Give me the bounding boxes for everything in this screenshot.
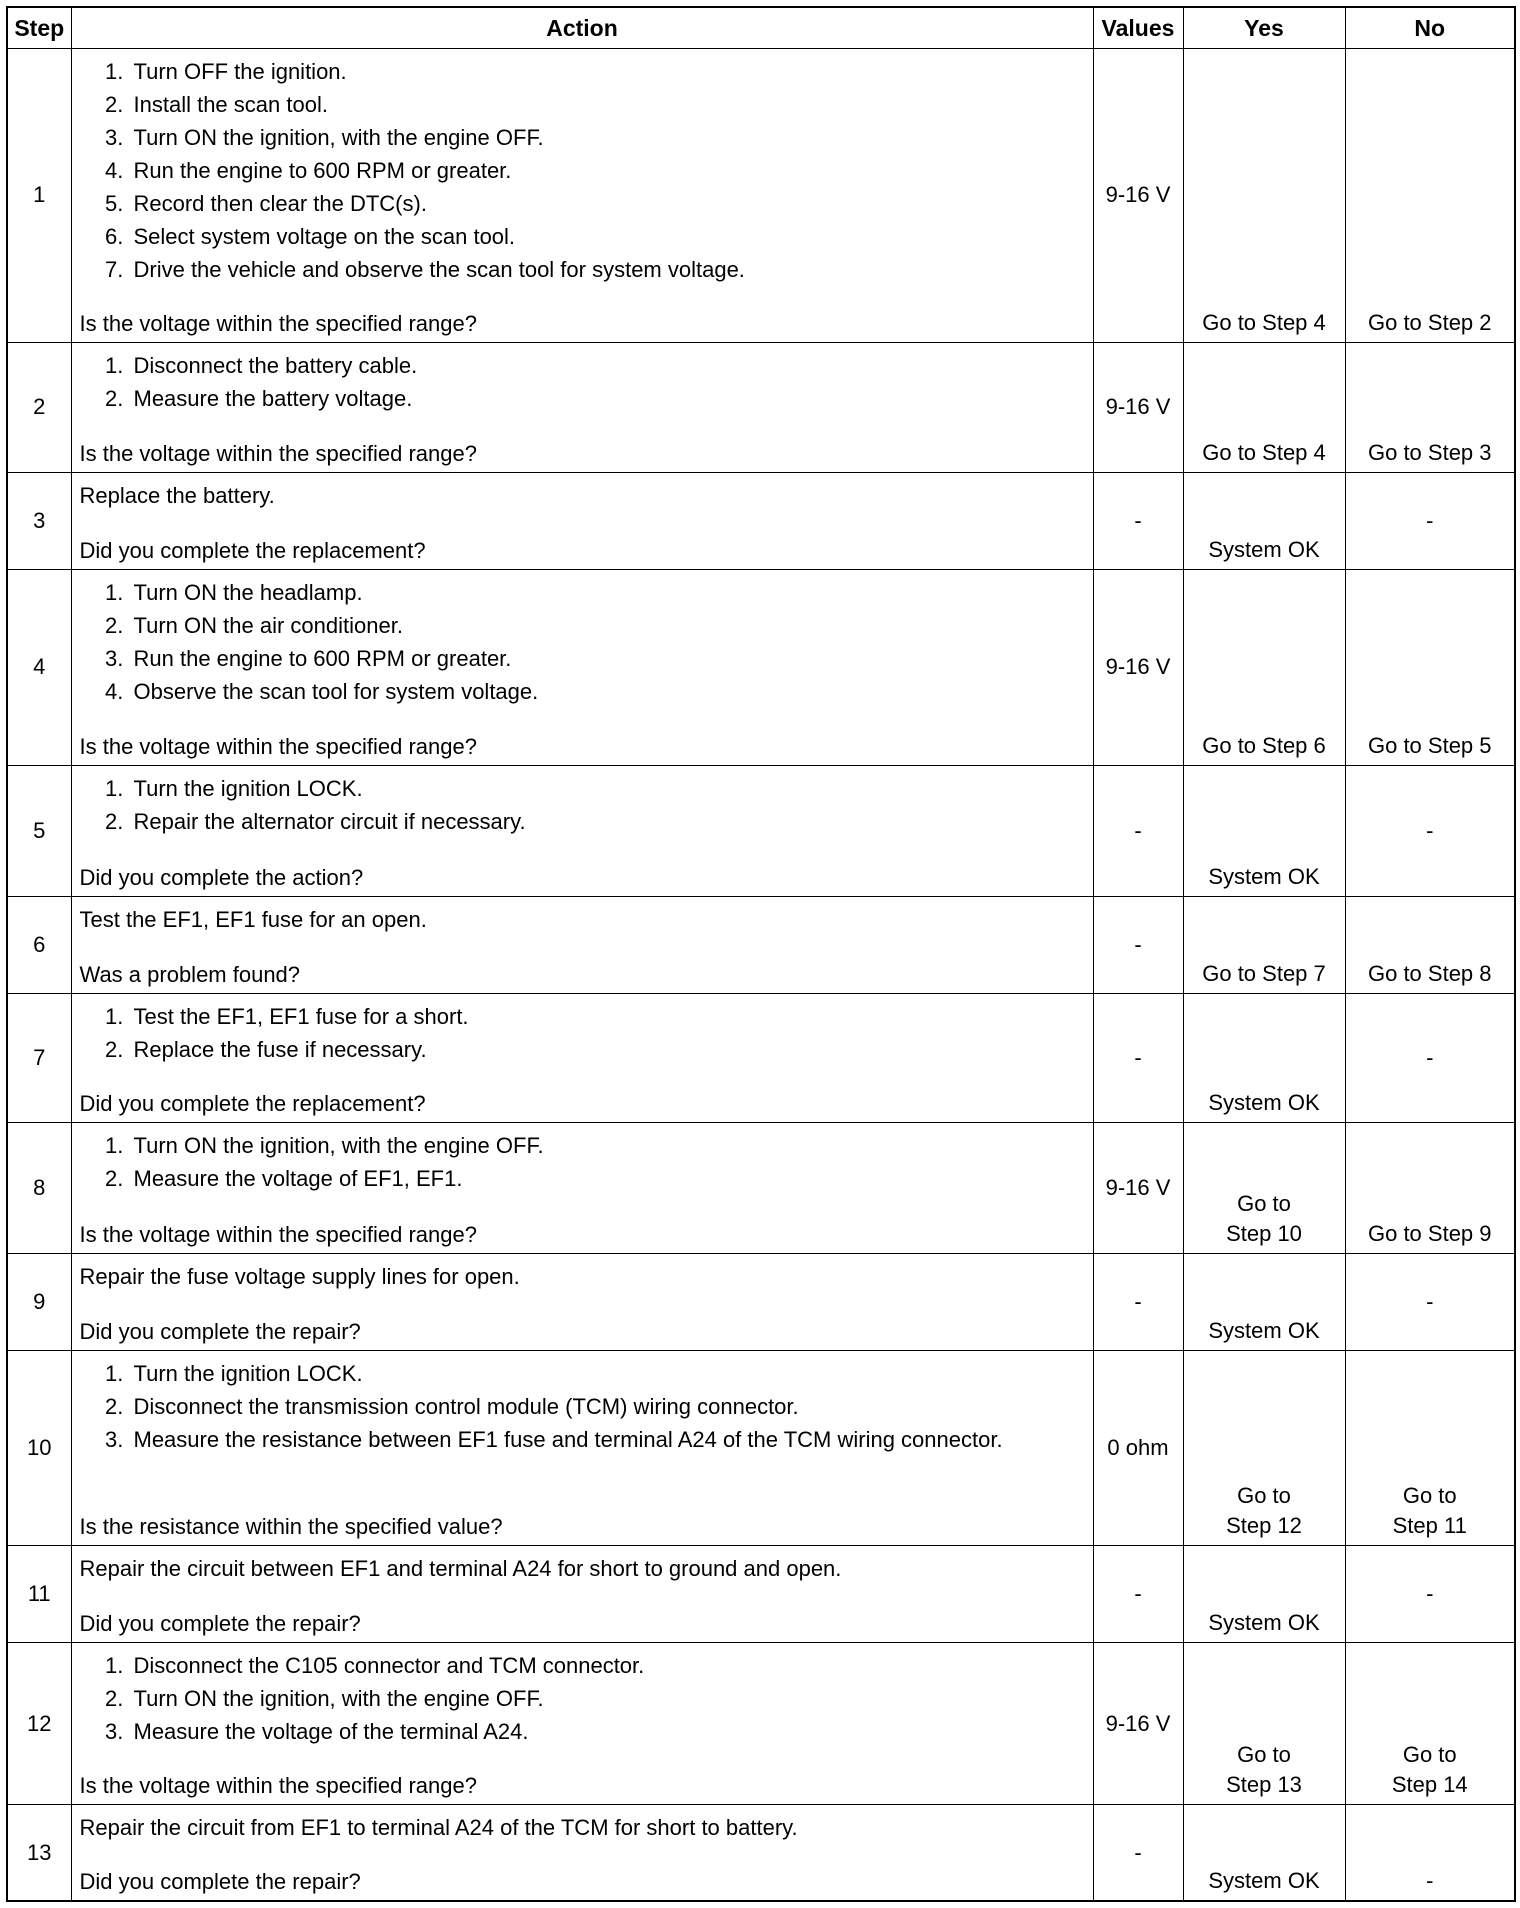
yes-outcome: System OK [1208, 863, 1320, 889]
action-cell [71, 1545, 1093, 1642]
action-step-item: 2. Install the scan tool. [130, 88, 1085, 121]
action-step-item: 3. Turn ON the ignition, with the engine OFF. [130, 121, 1085, 154]
yes-cell [1183, 1642, 1345, 1805]
no-cell [1345, 1545, 1515, 1642]
yes-outcome: Go to Step 12 [1226, 1482, 1302, 1538]
action-step-item: 7. Drive the vehicle and observe the scan tool for system voltage. [130, 253, 1085, 286]
yes-outcome: Go to Step 7 [1202, 961, 1326, 987]
yes-cell [1183, 472, 1345, 569]
action-instructions [80, 1357, 1085, 1456]
yes-outcome: Go to Step 6 [1202, 732, 1326, 758]
table-row [7, 570, 1515, 766]
action-steps-list [80, 576, 1085, 708]
step-number: 8 [7, 1122, 71, 1253]
action-instructions [80, 772, 1085, 838]
yes-outcome: System OK [1208, 1609, 1320, 1635]
no-outcome: Go to Step 9 [1367, 1220, 1492, 1246]
action-step-item: 5. Record then clear the DTC(s). [130, 187, 1085, 220]
action-question: Is the voltage within the specified range? [79, 440, 477, 466]
action-cell [71, 1805, 1093, 1901]
action-step-item: 2. Repair the alternator circuit if necessary. [130, 805, 1085, 838]
action-question: Is the voltage within the specified range? [79, 310, 477, 336]
value-cell: 9-16 V [1093, 1122, 1183, 1253]
action-step-item: 1. Turn OFF the ignition. [130, 55, 1085, 88]
header-step: Step [7, 7, 71, 49]
step-number: 9 [7, 1253, 71, 1350]
action-text: Repair the fuse voltage supply lines for open. [79, 1263, 520, 1289]
action-text: Repair the circuit between EF1 and terminal A24 for short to ground and open. [79, 1555, 842, 1581]
step-number: 12 [7, 1642, 71, 1805]
no-cell [1345, 342, 1515, 472]
value-cell: - [1093, 765, 1183, 896]
table-row [7, 1351, 1515, 1545]
action-instructions [80, 576, 1085, 708]
yes-cell [1183, 1545, 1345, 1642]
no-outcome: - [1426, 817, 1434, 843]
action-step-item: 3. Measure the voltage of the terminal A24. [130, 1715, 1085, 1748]
no-outcome: - [1426, 508, 1434, 534]
no-outcome: - [1426, 1580, 1434, 1606]
no-outcome: Go to Step 14 [1391, 1742, 1468, 1798]
action-question: Is the resistance within the specified value? [79, 1513, 503, 1539]
no-cell [1345, 1253, 1515, 1350]
step-number: 5 [7, 765, 71, 896]
action-step-item: 2. Turn ON the air conditioner. [130, 609, 1085, 642]
value-cell: 9-16 V [1093, 1642, 1183, 1805]
table-row [7, 1805, 1515, 1901]
action-step-item: 2. Replace the fuse if necessary. [130, 1033, 1085, 1066]
action-cell [71, 472, 1093, 569]
action-text: Test the EF1, EF1 fuse for an open. [79, 906, 427, 932]
value-cell: - [1093, 1545, 1183, 1642]
table-row [7, 765, 1515, 896]
value-cell: - [1093, 994, 1183, 1123]
no-outcome: Go to Step 2 [1367, 309, 1492, 335]
action-step-item: 6. Select system voltage on the scan tool. [130, 220, 1085, 253]
yes-outcome: System OK [1208, 537, 1320, 563]
action-steps-list [80, 1000, 1085, 1066]
yes-outcome: Go to Step 13 [1226, 1742, 1302, 1798]
yes-outcome: System OK [1208, 1318, 1320, 1344]
yes-cell [1183, 342, 1345, 472]
no-outcome: - [1426, 1044, 1434, 1070]
action-steps-list [80, 55, 1085, 286]
action-question: Did you complete the repair? [79, 1319, 361, 1345]
action-instructions [80, 1552, 1085, 1585]
action-instructions [80, 1129, 1085, 1195]
no-cell [1345, 49, 1515, 343]
header-values: Values [1093, 7, 1183, 49]
table-row [7, 472, 1515, 569]
yes-cell [1183, 1351, 1345, 1545]
no-cell [1345, 765, 1515, 896]
no-cell [1345, 1351, 1515, 1545]
no-outcome: - [1426, 1289, 1434, 1315]
no-cell [1345, 1805, 1515, 1901]
action-question: Did you complete the repair? [79, 1610, 361, 1636]
action-step-item: 2. Turn ON the ignition, with the engine OFF. [130, 1682, 1085, 1715]
yes-outcome: System OK [1208, 1868, 1320, 1893]
action-cell [71, 1122, 1093, 1253]
action-text: Replace the battery. [79, 482, 275, 508]
action-question: Did you complete the repair? [79, 1869, 361, 1894]
table-row [7, 49, 1515, 343]
no-outcome: - [1426, 1868, 1434, 1893]
step-number: 3 [7, 472, 71, 569]
header-yes: Yes [1183, 7, 1345, 49]
header-row [7, 7, 1515, 49]
action-instructions [80, 1260, 1085, 1293]
action-cell [71, 342, 1093, 472]
yes-cell [1183, 1805, 1345, 1901]
value-cell: - [1093, 1253, 1183, 1350]
action-instructions [80, 349, 1085, 415]
yes-cell [1183, 994, 1345, 1123]
action-step-item: 1. Test the EF1, EF1 fuse for a short. [130, 1000, 1085, 1033]
step-number: 4 [7, 570, 71, 766]
action-step-item: 3. Run the engine to 600 RPM or greater. [130, 642, 1085, 675]
action-step-item: 1. Disconnect the battery cable. [130, 349, 1085, 382]
action-cell [71, 570, 1093, 766]
table-row [7, 1642, 1515, 1805]
step-number: 2 [7, 342, 71, 472]
action-cell [71, 49, 1093, 343]
yes-cell [1183, 896, 1345, 993]
yes-cell [1183, 1253, 1345, 1350]
step-number: 13 [7, 1805, 71, 1901]
action-steps-list [80, 1357, 1085, 1456]
table-row [7, 342, 1515, 472]
yes-cell [1183, 49, 1345, 343]
action-text: Repair the circuit from EF1 to terminal A24 of the TCM for short to battery. [79, 1815, 798, 1841]
action-steps-list [80, 1649, 1085, 1748]
no-cell [1345, 1642, 1515, 1805]
no-outcome: Go to Step 8 [1367, 961, 1492, 987]
no-cell [1345, 570, 1515, 766]
action-cell [71, 994, 1093, 1123]
step-number: 10 [7, 1351, 71, 1545]
action-step-item: 4. Observe the scan tool for system voltage. [130, 675, 1085, 708]
value-cell: 9-16 V [1093, 49, 1183, 343]
table-body [7, 49, 1515, 1902]
table-row [7, 994, 1515, 1123]
table-row [7, 1253, 1515, 1350]
action-question: Did you complete the replacement? [79, 538, 426, 564]
yes-cell [1183, 570, 1345, 766]
action-instructions [80, 1811, 1085, 1844]
action-step-item: 1. Turn the ignition LOCK. [130, 772, 1085, 805]
value-cell: - [1093, 472, 1183, 569]
step-number: 11 [7, 1545, 71, 1642]
action-instructions [80, 479, 1085, 512]
action-step-item: 1. Disconnect the C105 connector and TCM connector. [130, 1649, 1085, 1682]
action-cell [71, 765, 1093, 896]
no-cell [1345, 1122, 1515, 1253]
action-step-item: 2. Disconnect the transmission control module (TCM) wiring connector. [130, 1390, 1085, 1423]
action-step-item: 2. Measure the voltage of EF1, EF1. [130, 1162, 1085, 1195]
no-cell [1345, 472, 1515, 569]
no-cell [1345, 896, 1515, 993]
diagnostic-table [6, 6, 1516, 1902]
action-steps-list [80, 1129, 1085, 1195]
step-number: 7 [7, 994, 71, 1123]
action-cell [71, 1351, 1093, 1545]
action-step-item: 1. Turn the ignition LOCK. [130, 1357, 1085, 1390]
yes-outcome: System OK [1208, 1089, 1320, 1115]
table-row [7, 1122, 1515, 1253]
action-instructions [80, 55, 1085, 286]
value-cell: 0 ohm [1093, 1351, 1183, 1545]
action-question: Did you complete the action? [79, 864, 364, 890]
step-number: 6 [7, 896, 71, 993]
table-row [7, 896, 1515, 993]
header-action: Action [71, 7, 1093, 49]
yes-outcome: Go to Step 10 [1226, 1190, 1302, 1246]
action-question: Did you complete the replacement? [79, 1090, 426, 1116]
value-cell: 9-16 V [1093, 342, 1183, 472]
action-cell [71, 1642, 1093, 1805]
no-outcome: Go to Step 5 [1367, 732, 1492, 758]
action-instructions [80, 903, 1085, 936]
action-step-item: 4. Run the engine to 600 RPM or greater. [130, 154, 1085, 187]
no-cell [1345, 994, 1515, 1123]
action-cell [71, 1253, 1093, 1350]
no-outcome: Go to Step 11 [1392, 1482, 1467, 1538]
action-question: Was a problem found? [79, 962, 301, 988]
yes-outcome: Go to Step 4 [1202, 439, 1326, 465]
header-no: No [1345, 7, 1515, 49]
action-instructions [80, 1649, 1085, 1748]
action-question: Is the voltage within the specified range? [79, 1221, 477, 1247]
action-steps-list [80, 772, 1085, 838]
step-number: 1 [7, 49, 71, 343]
table-row [7, 1545, 1515, 1642]
yes-cell [1183, 765, 1345, 896]
value-cell: 9-16 V [1093, 570, 1183, 766]
action-steps-list [80, 349, 1085, 415]
action-step-item: 2. Measure the battery voltage. [130, 382, 1085, 415]
action-step-item: 1. Turn ON the ignition, with the engine OFF. [130, 1129, 1085, 1162]
value-cell: - [1093, 896, 1183, 993]
action-cell [71, 896, 1093, 993]
action-instructions [80, 1000, 1085, 1066]
action-question: Is the voltage within the specified range? [79, 1773, 477, 1799]
action-step-item: 3. Measure the resistance between EF1 fuse and terminal A24 of the TCM wiring connector. [130, 1423, 1085, 1456]
value-cell: - [1093, 1805, 1183, 1901]
yes-cell [1183, 1122, 1345, 1253]
yes-outcome: Go to Step 4 [1202, 309, 1326, 335]
action-step-item: 1. Turn ON the headlamp. [130, 576, 1085, 609]
no-outcome: Go to Step 3 [1367, 439, 1492, 465]
action-question: Is the voltage within the specified range? [79, 733, 477, 759]
